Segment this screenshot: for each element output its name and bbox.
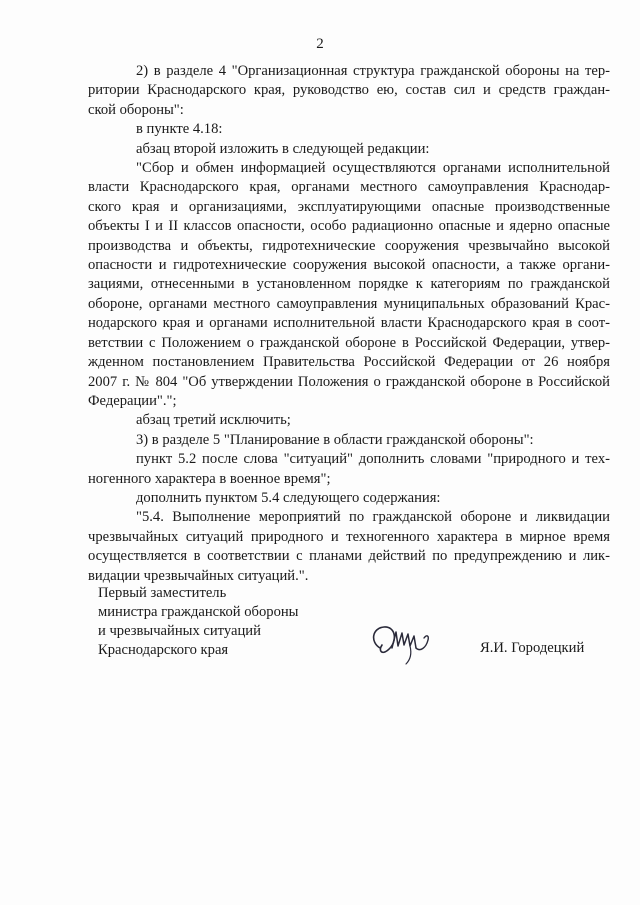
text-line: "Сбор и обмен информацией осуществляются органами исполнительной [136,160,610,177]
text-line: ногенного характера в военное время"; [88,470,331,487]
text-line: 2) в разделе 4 "Организационная структура гражданской обороны на тер- [136,63,610,79]
text-line: ской обороны": [88,101,184,118]
signatory-title-line: и чрезвычайных ситуаций [98,623,261,639]
text-line: производства и объекты, гидротехнические сооружения чрезвычайно высокой [88,237,610,254]
text-line: зациями, отнесенными в установленном порядке к категориям по гражданской [88,276,610,293]
text-line: ритории Краснодарского края, руководство ею, состав сил и средств граждан- [88,82,610,99]
signatory-title-line: Первый заместитель [98,585,227,601]
text-line: пункт 5.2 после слова "ситуаций" дополнить словами "природного и тех- [136,451,610,468]
signatory-name: Я.И. Городецкий [480,640,585,656]
text-line: абзац третий исключить; [136,412,291,429]
handwritten-signature [366,618,446,668]
signatory-title-line: министра гражданской обороны [98,604,299,620]
text-line: чрезвычайных ситуаций природного и техногенного характера в мирное время [88,528,610,545]
signatory-title-line: Краснодарского края [98,642,229,658]
text-line: объекты I и II классов опасности, особо радиационно опасные и ядерно опасные [88,218,610,235]
text-line: 3) в разделе 5 "Планирование в области гражданской обороны": [136,431,534,448]
text-line: ского края и организациями, эксплуатирующими опасные производственные [88,198,610,215]
text-line: осуществляется в соответствии с планами действий по предупреждению и лик- [88,548,610,565]
page-number: 2 [316,36,324,52]
text-line: абзац второй изложить в следующей редакции: [136,140,430,157]
text-line: в пункте 4.18: [136,121,223,138]
text-line: дополнить пунктом 5.4 следующего содержания: [136,489,441,506]
document-body [88,62,610,586]
text-line: власти Краснодарского края, органами местного самоуправления Краснодар- [88,179,610,196]
text-line: опасности и гидротехнические сооружения высокой опасности, а также органи- [88,257,610,274]
text-line: нодарского края и органами исполнительной власти Краснодарского края в соот- [88,315,610,332]
text-line: ветствии с Положением о гражданской обороне в Российской Федерации, утвер- [88,334,610,351]
text-line: "5.4. Выполнение мероприятий по гражданской обороне и ликвидации [136,509,610,526]
text-line: 2007 г. № 804 "Об утверждении Положения о гражданской обороне в Российской [88,373,610,390]
signatory-title [98,584,299,660]
text-line: видации чрезвычайных ситуаций.". [88,567,309,584]
text-line: Федерации"."; [88,392,177,409]
text-line: жденном постановлением Правительства Российской Федерации от 26 ноября [88,354,610,371]
text-line: обороне, органами местного самоуправления муниципальных образований Крас- [88,295,610,312]
